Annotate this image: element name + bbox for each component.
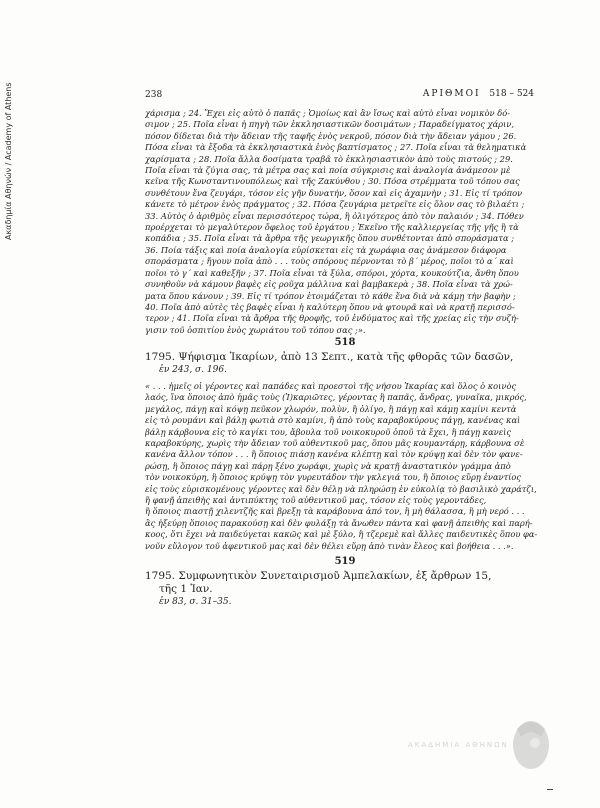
entry-519-title-line1: 1795. Συμφωνητικὸν Συνεταιρισμοῦ Ἀμπελακίων, ἐξ ἄρθρων 15, — [145, 570, 492, 582]
text-line: τερον ; 41. Ποῖα εἶναι τὰ ἄρθρα τῆς θροφῆς, τοῦ ἐνδύματος καὶ τῆς χρείας εἰς τὴν συζή- — [145, 313, 519, 324]
text-line: χάρισμα ; 24. Ἔχει εἰς αὐτὸ ὁ παπᾶς ; Ὁμοίως καὶ ἂν ἴσως καὶ αὐτὸ εἶναι νομικὸν δό- — [145, 108, 511, 118]
corner-mark — [547, 789, 553, 790]
text-line: σιμον ; 25. Ποῖα εἶναι ἡ πηγὴ τῶν ἐκκλησιαστικῶν δοσιμάτων ; Παραδείγματος χάριν, — [145, 119, 514, 130]
text-line: συνηθοῦν νὰ κάμουν βαφὲς εἰς ροῦχα μάλλινα καὶ βαμβακερὰ ; 38. Ποῖα εἶναι τὰ χρώ- — [145, 279, 513, 290]
watermark-text: ΑΚΑΔΗΜΙΑ ΑΘΗΝΩΝ — [408, 741, 509, 749]
running-header-range: 518 – 524 — [489, 89, 534, 99]
questionnaire-text-block — [145, 108, 545, 336]
quote-line: βάλῃ κάρβουνα εἰς τὸ καγίκι του, ἄβουλα τοῦ νοικοκυροῦ ὁποῦ τὰ ἔχει, ἢ πάγῃ κανεὶς — [145, 426, 512, 437]
text-line: προέρχεται τὸ μεγαλύτερον ὄφελος τοῦ ἐργάτου ; Ἐκεῖνο τῆς καλλιεργείας τῆς γῆς ἢ τὰ — [145, 222, 519, 233]
entry-number-518: 518 — [334, 337, 356, 348]
entry-519-title-line2: τῆς 1 Ἰαν. — [159, 583, 213, 595]
text-line: κεῖνα τῆς Κωνσταντινουπόλεως καὶ τῆς Ζακύνθου ; 30. Πόσα στρέμματα τοῦ τόπου σας — [145, 176, 520, 187]
academy-watermark — [408, 715, 553, 775]
text-line: ματα ὅπου κάνουν ; 39. Εἰς τί τρόπον ἑτοιμάζεται τὸ κάθε ἕνα διὰ νὰ κάμῃ τὴν βαφὴν ; — [145, 290, 516, 301]
quote-line: ρώσῃ, ἢ ὅποιος πάγῃ καὶ πάρῃ ξένο χωράφι, χωρὶς νὰ κρατῇ ἀναστατικὸν γράμμα ἀπὸ — [145, 460, 511, 471]
archive-side-label: Ακαδημία Αθηνών / Academy of Athens — [4, 82, 13, 240]
entry-518-reference: ἐν 243, σ. 196. — [159, 365, 227, 375]
text-line: Ποῖα εἶναι τὰ ζύγια σας, τὰ μέτρα σας καὶ ποία σύγκρισις καὶ ἀναλογία ἀνάμεσον μὲ — [145, 165, 511, 176]
text-line: 36. Ποία τάξις καὶ ποία ἀναλογία εὑρίσκεται εἰς τὰ χωράφια σας ἀνάμεσον διάφορα — [145, 244, 507, 255]
quote-line: νοῦν εὔλογον τοῦ ἀφεντικοῦ μας καὶ δὲν θέλει εὕρῃ ἀπὸ τινὰν ἔλεος καὶ βοήθεια . . .». — [145, 540, 514, 551]
quote-line: μεγάλος, πάγῃ καὶ κόψῃ πεῦκον χλωρόν, πολὺν, ἢ ὀλίγο, ἢ πάγῃ καὶ κάμῃ καμίνι κεντὰ — [145, 403, 517, 414]
quote-line: τὸν νοικοκύρη, ἢ ὅποιος κρύψῃ τὸν γυρευτάδον τὴν γκλεγιά του, ἢ ὅποιος εὕρῃ ἐναντίος — [145, 472, 522, 483]
text-line: πόσον δίδεται διὰ τὴν ἄδειαν τῆς ταφῆς ἑνὸς νεκροῦ, πόσον διὰ τὴν ἄδειαν γάμου ; 26. — [145, 130, 517, 141]
entry-number-519: 519 — [334, 556, 356, 567]
text-line: Πόσα εἶναι τὰ ἔξοδα τὰ ἐκκλησιαστικὰ ἑνὸς βαπτίσματος ; 27. Ποῖα εἶναι τὰ θεληματικὰ — [145, 142, 527, 153]
quote-line: « . . . ἡμεῖς οἱ γέροντες καὶ παπάδες καὶ προεστοὶ τῆς νήσου Ἰκαρίας καὶ ὅλος ὁ κοινὸς — [145, 381, 517, 391]
entry-519-heading — [145, 570, 565, 609]
quote-line: εἰς τὸ ρουμάνι καὶ βάλῃ φωτιὰ στὸ καμίνι, ἢ ἀπὸ τοὺς καραβοκύρους πάγῃ, κανένας καὶ — [145, 415, 521, 426]
text-line: χαρίσματα ; 28. Ποῖα ἄλλα δοσίματα τραβᾶ τὸ ἐκκλησιαστικὸν ἀπὸ τοὺς πιστούς ; 29. — [145, 153, 513, 164]
entry-519-reference: ἐν 83, σ. 31–35. — [159, 597, 232, 607]
entry-518-title: 1795. Ψήφισμα Ἰκαρίων, ἀπὸ 13 Σεπτ., κατὰ τῆς φθορᾶς τῶν δασῶν, — [145, 351, 514, 363]
quote-line: κανένα ἄλλον τόπον . . . ἢ ὅποιος πιάσῃ κανένα κλέπτῃ καὶ τὸν κρύψῃ καὶ δὲν τὸν φανε- — [145, 449, 523, 460]
text-line: γισιν τοῦ ὁσπιτίου ἑνὸς χωριάτου τοῦ τόπου σας ;». — [145, 324, 366, 335]
running-header-title: ΑΡΙΘΜΟΙ — [422, 89, 481, 99]
text-line: κάνετε τὸ μέτρον ἑνὸς πράγματος ; 32. Πόσα ζευγάρια μετρεῖτε εἰς ὅλον σας τὸ βιλαέτι ; — [145, 199, 525, 210]
entry-518-heading — [145, 351, 565, 377]
quote-line: ἂς ἠξεύρῃ ὅποιος παρακούσῃ καὶ δὲν φυλάξῃ τὰ ἄνωθεν πάντα καὶ φανῇ ἀπειθὴς καὶ παρή- — [145, 517, 533, 528]
text-line: συνθέτουν ἕνα ζευγάρι, τόσον εἰς γῆν δυνατήν, ὅσον καὶ εἰς ἀχαμνὴν ; 31. Εἰς τί τρόπον — [145, 187, 523, 198]
page-number: 238 — [145, 90, 163, 100]
quote-line: λαός, ἵνα ὅποιος ἀπὸ ἡμᾶς τοὺς (Ἰ)καριῶτες, γέροντας ἢ παπᾶς, ἄνδρας, γυναῖκα, μικρός, — [145, 392, 527, 403]
text-line: 40. Ποῖα ἀπὸ αὐτὲς τὲς βαφὲς εἶναι ἡ καλύτερη ὅπου νὰ φτουρᾶ καὶ νὰ κρατῇ περισσό- — [145, 301, 515, 312]
running-header — [423, 89, 534, 99]
quote-line: ἢ φανῇ ἀπειθὴς καὶ ἀντιπύκτης τοῦ αὐθεντικοῦ μας, τόσον εἰς τοὺς γεροντάδες, — [145, 495, 487, 506]
quote-line: καραβοκύρης, χωρὶς τὴν ἄδειαν τοῦ αὐθεντικοῦ μας, ὅπου μᾶς κουμαντάρῃ, κάρβουνα σὲ — [145, 438, 525, 449]
text-line: σποράσματα ; ἤγουν ποῖα ἀπὸ . . . τοὺς σπόρους πέρνονται τὸ β΄ μέρος, ποῖοι τὸ α΄ καὶ — [145, 256, 514, 267]
icaria-decree-quote-block — [145, 381, 545, 552]
text-line: 33. Αὐτὸς ὁ ἀριθμὸς εἶναι περισσότερος τώρα, ἢ ὀλιγότερος ἀπὸ τὸν παλαιόν ; 34. Πόθεν — [145, 210, 524, 221]
quote-line: κοος, ὅτι ἔχει νὰ παιδεύγεται κακῶς καὶ μὲ ξύλο, ἢ τζερεμὲ καὶ ἄλλες παιδευτικὲς ὅπου φα- — [145, 529, 538, 540]
athena-seal-icon — [507, 715, 553, 773]
text-line: κοπάδια ; 35. Ποῖα εἶναι τὰ ἄρθρα τῆς γεωργικῆς ὅπου συνθέτονται ἀπὸ σποράσματα ; — [145, 233, 515, 244]
quote-line: ἢ ὅποιος πιαστῇ χιλεντζῆς καὶ βρεξῃ τὰ καράβουνα ἀπό τον, ἢ μὴ θάλασσα, ἢ μὴ νερό . . . — [145, 506, 525, 517]
quote-line: εἰς τοὺς εὑρισκομένους γέροντες καὶ δὲν θέλῃ νὰ πληρώσῃ ἐν εὐκολίᾳ τὸ βασιλικὸ χαράτζι, — [145, 483, 537, 494]
text-line: ποῖοι τὸ γ΄ καὶ καθεξῆν ; 37. Ποῖα εἶναι τὰ ξύλα, σπόροι, χόρτα, κουκούτζια, ἄνθη ὅπου — [145, 267, 519, 278]
